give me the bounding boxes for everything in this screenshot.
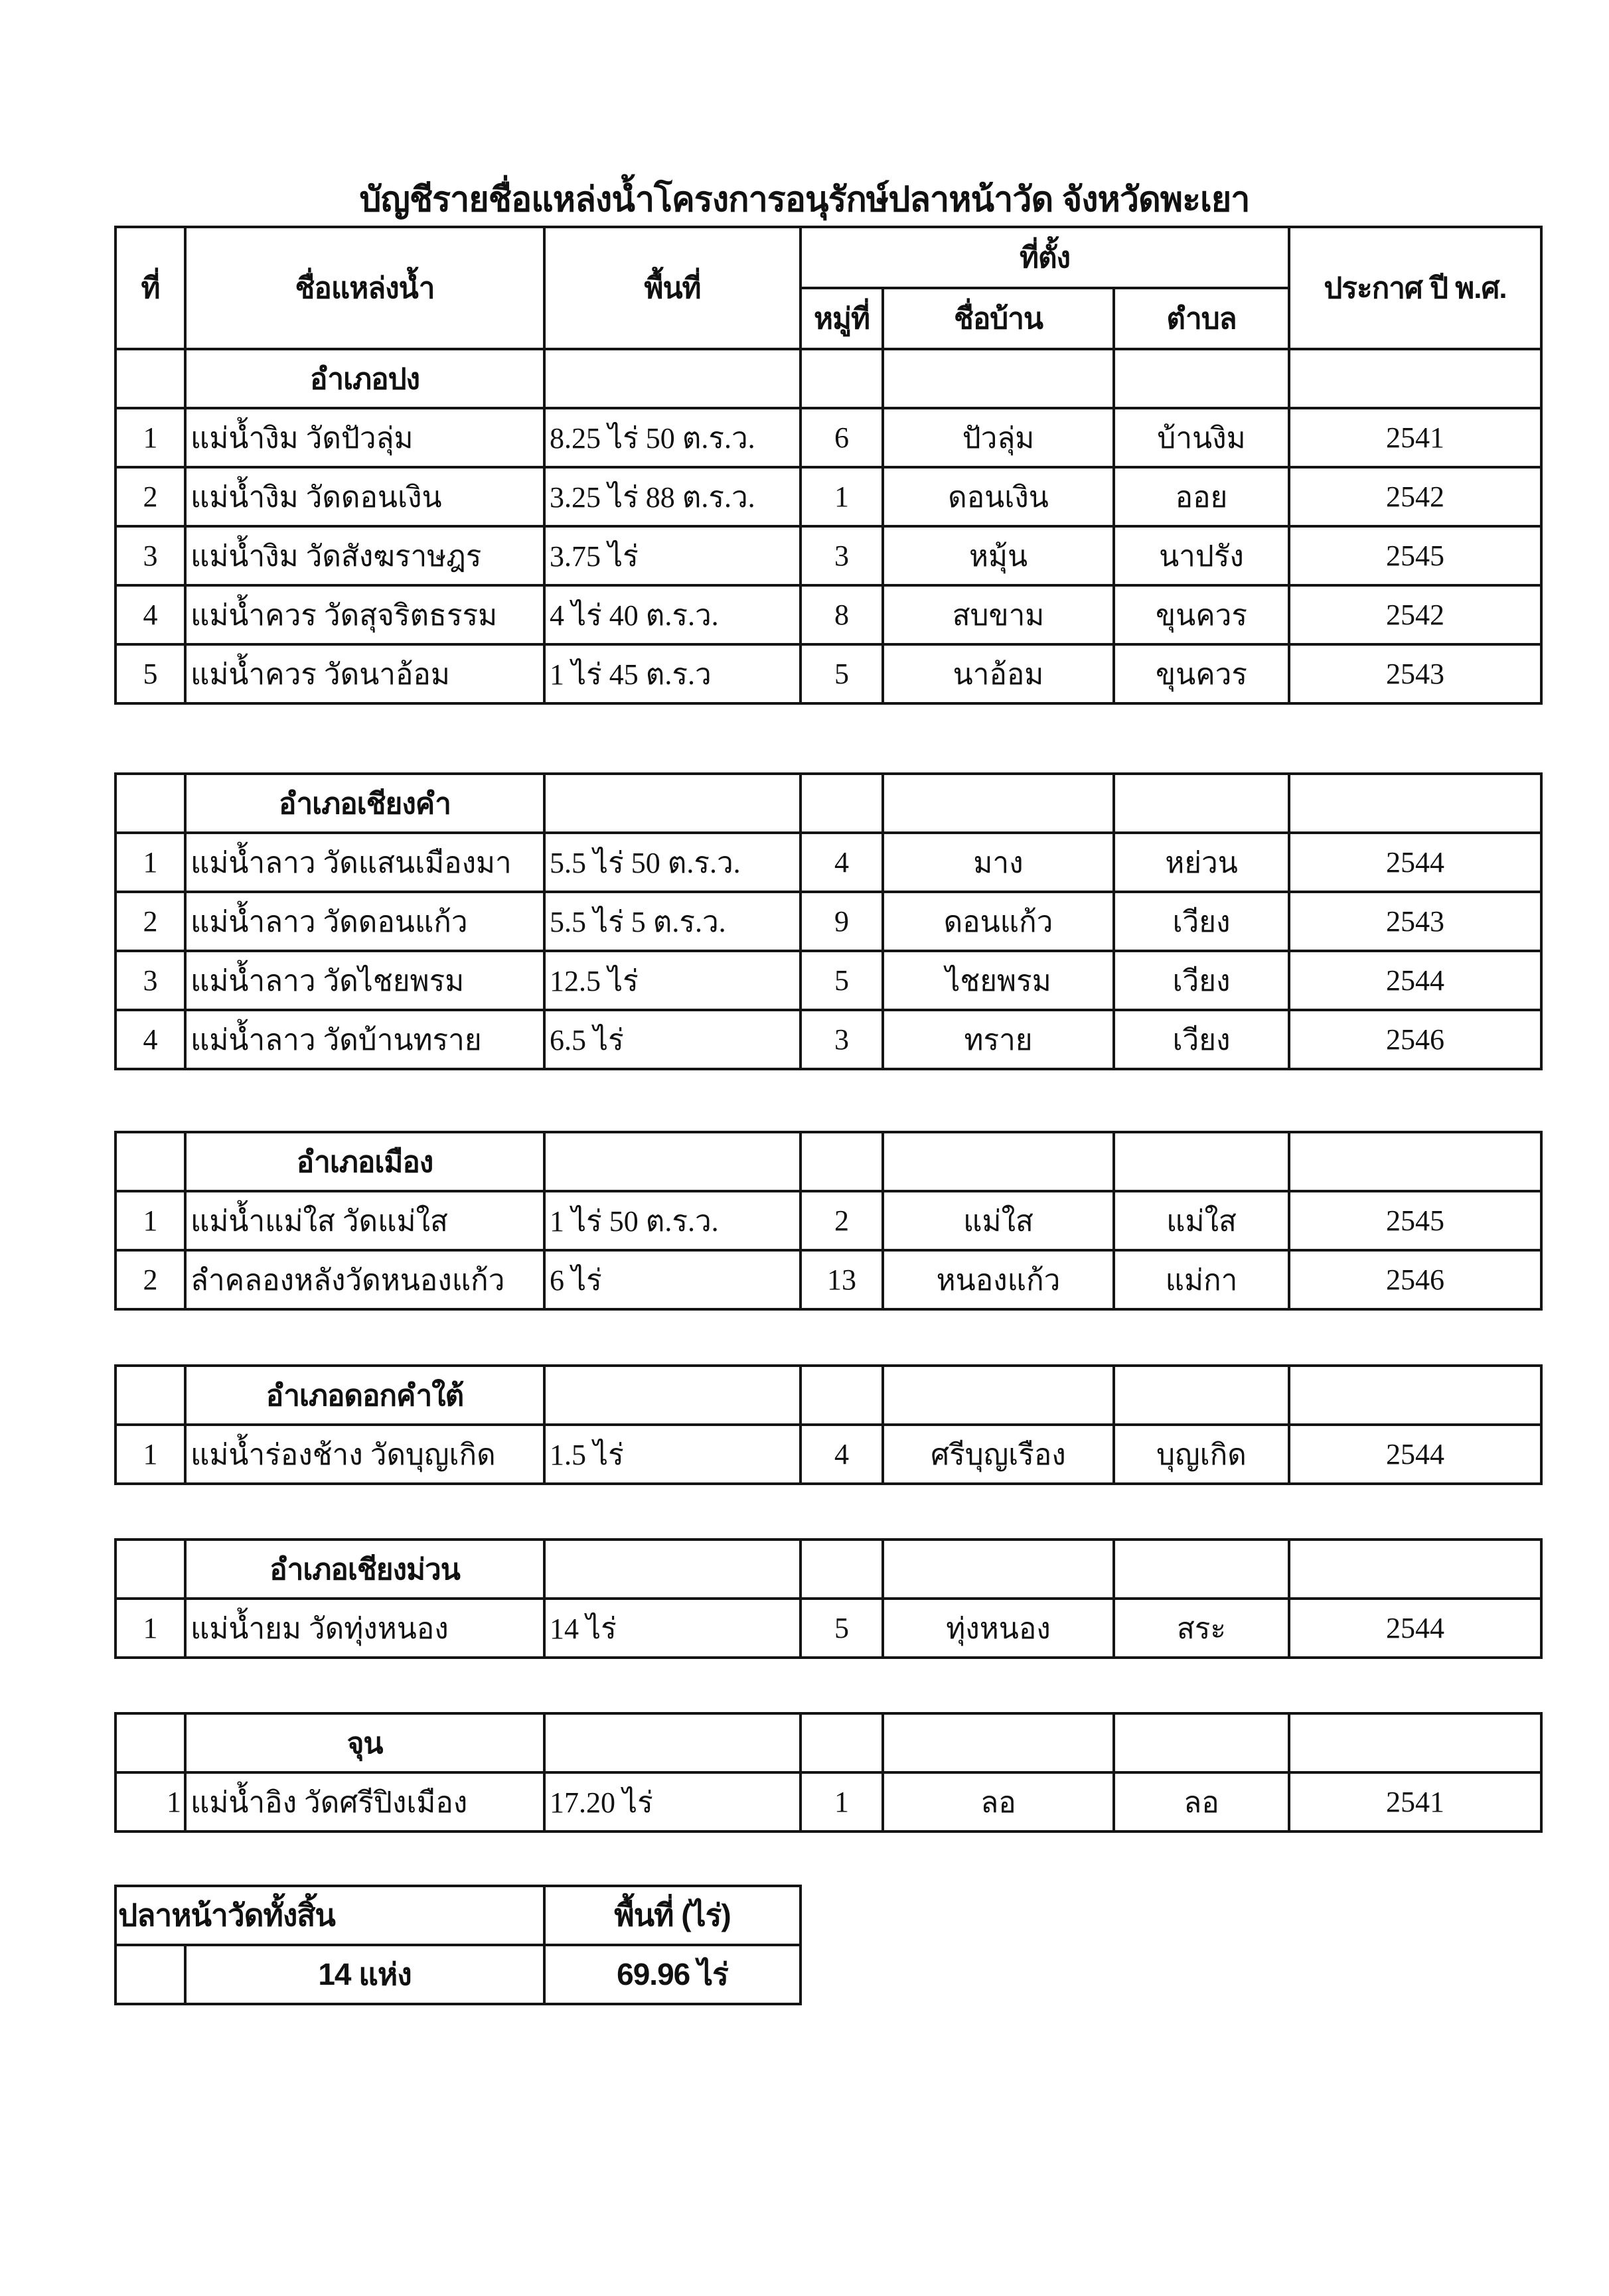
summary-empty-cell bbox=[115, 1945, 185, 2004]
village: แม่ใส bbox=[883, 1191, 1114, 1250]
village: ดอนเงิน bbox=[883, 467, 1114, 526]
announce-year: 2544 bbox=[1289, 1425, 1541, 1484]
table-district-chiangkham bbox=[114, 772, 1543, 1070]
empty-cell bbox=[801, 1713, 883, 1772]
district-name: จุน bbox=[185, 1713, 544, 1772]
moo: 1 bbox=[801, 1772, 883, 1831]
area: 3.25 ไร่ 88 ต.ร.ว. bbox=[544, 467, 801, 526]
row-no: 1 bbox=[115, 1772, 185, 1831]
summary-count: 14 แห่ง bbox=[185, 1945, 544, 2004]
header-area: พื้นที่ bbox=[544, 227, 801, 349]
tambon: ออย bbox=[1114, 467, 1289, 526]
table-row bbox=[115, 892, 1541, 951]
district-name: อำเภอเชียงม่วน bbox=[185, 1540, 544, 1599]
row-no: 1 bbox=[115, 1191, 185, 1250]
tambon: เวียง bbox=[1114, 951, 1289, 1010]
village: ไชยพรม bbox=[883, 951, 1114, 1010]
empty-cell bbox=[801, 1366, 883, 1425]
village: ทราย bbox=[883, 1010, 1114, 1069]
row-no: 4 bbox=[115, 585, 185, 644]
moo: 6 bbox=[801, 408, 883, 467]
empty-cell bbox=[115, 774, 185, 833]
summary-total-area: 69.96 ไร่ bbox=[544, 1945, 801, 2004]
summary-table bbox=[114, 1885, 802, 2005]
area: 8.25 ไร่ 50 ต.ร.ว. bbox=[544, 408, 801, 467]
tambon: ขุนควร bbox=[1114, 585, 1289, 644]
tambon: แม่ใส bbox=[1114, 1191, 1289, 1250]
village: นาอ้อม bbox=[883, 644, 1114, 703]
header-location: ที่ตั้ง bbox=[801, 227, 1289, 288]
table-row bbox=[115, 833, 1541, 892]
empty-cell bbox=[883, 774, 1114, 833]
announce-year: 2543 bbox=[1289, 892, 1541, 951]
row-no: 2 bbox=[115, 1250, 185, 1309]
header-row bbox=[115, 227, 1541, 288]
tambon: แม่กา bbox=[1114, 1250, 1289, 1309]
row-no: 1 bbox=[115, 408, 185, 467]
header-name: ชื่อแหล่งน้ำ bbox=[185, 227, 544, 349]
announce-year: 2542 bbox=[1289, 585, 1541, 644]
tambon: เวียง bbox=[1114, 892, 1289, 951]
water-source-name: แม่น้ำควร วัดนาอ้อม bbox=[185, 644, 544, 703]
empty-cell bbox=[1289, 349, 1541, 408]
table-district-chiangmuan bbox=[114, 1538, 1543, 1659]
row-no: 3 bbox=[115, 526, 185, 585]
village: ดอนแก้ว bbox=[883, 892, 1114, 951]
row-no: 1 bbox=[115, 833, 185, 892]
district-header-row bbox=[115, 774, 1541, 833]
table-row bbox=[115, 1191, 1541, 1250]
empty-cell bbox=[115, 1540, 185, 1599]
empty-cell bbox=[1114, 774, 1289, 833]
area: 5.5 ไร่ 5 ต.ร.ว. bbox=[544, 892, 801, 951]
area: 3.75 ไร่ bbox=[544, 526, 801, 585]
tambon: สระ bbox=[1114, 1599, 1289, 1658]
announce-year: 2541 bbox=[1289, 1772, 1541, 1831]
moo: 4 bbox=[801, 1425, 883, 1484]
empty-cell bbox=[883, 1366, 1114, 1425]
empty-cell bbox=[883, 1713, 1114, 1772]
moo: 1 bbox=[801, 467, 883, 526]
water-source-name: แม่น้ำงิม วัดสังฆราษฎร bbox=[185, 526, 544, 585]
table-row bbox=[115, 1250, 1541, 1309]
water-source-name: แม่น้ำลาว วัดไชยพรม bbox=[185, 951, 544, 1010]
area: 5.5 ไร่ 50 ต.ร.ว. bbox=[544, 833, 801, 892]
empty-cell bbox=[1289, 1713, 1541, 1772]
empty-cell bbox=[801, 1132, 883, 1191]
empty-cell bbox=[1289, 774, 1541, 833]
empty-cell bbox=[115, 349, 185, 408]
announce-year: 2543 bbox=[1289, 644, 1541, 703]
district-header-row bbox=[115, 349, 1541, 408]
moo: 2 bbox=[801, 1191, 883, 1250]
empty-cell bbox=[115, 1366, 185, 1425]
empty-cell bbox=[544, 1713, 801, 1772]
row-no: 3 bbox=[115, 951, 185, 1010]
announce-year: 2544 bbox=[1289, 833, 1541, 892]
village: หมุ้น bbox=[883, 526, 1114, 585]
water-source-name: แม่น้ำควร วัดสุจริตธรรม bbox=[185, 585, 544, 644]
document-title: บัญชีรายชื่อแหล่งน้ำโครงการอนุรักษ์ปลาหน้าวัด จังหวัดพะเยา bbox=[359, 180, 1250, 219]
moo: 9 bbox=[801, 892, 883, 951]
district-name: อำเภอเมือง bbox=[185, 1132, 544, 1191]
moo: 8 bbox=[801, 585, 883, 644]
summary-label: ปลาหน้าวัดทั้งสิ้น bbox=[115, 1886, 544, 1945]
empty-cell bbox=[883, 1540, 1114, 1599]
table-district-pong bbox=[114, 226, 1543, 705]
empty-cell bbox=[801, 774, 883, 833]
empty-cell bbox=[544, 1540, 801, 1599]
header-village: ชื่อบ้าน bbox=[883, 288, 1114, 349]
water-source-name: แม่น้ำงิม วัดปัวลุ่ม bbox=[185, 408, 544, 467]
summary-values-row bbox=[115, 1945, 801, 2004]
empty-cell bbox=[1114, 1366, 1289, 1425]
moo: 5 bbox=[801, 1599, 883, 1658]
empty-cell bbox=[544, 1132, 801, 1191]
moo: 13 bbox=[801, 1250, 883, 1309]
empty-cell bbox=[1289, 1366, 1541, 1425]
moo: 3 bbox=[801, 526, 883, 585]
announce-year: 2546 bbox=[1289, 1010, 1541, 1069]
announce-year: 2546 bbox=[1289, 1250, 1541, 1309]
table-row bbox=[115, 1772, 1541, 1831]
header-year: ประกาศ ปี พ.ศ. bbox=[1289, 227, 1541, 349]
district-header-row bbox=[115, 1713, 1541, 1772]
empty-cell bbox=[544, 349, 801, 408]
empty-cell bbox=[801, 1540, 883, 1599]
area: 1.5 ไร่ bbox=[544, 1425, 801, 1484]
water-source-name: แม่น้ำลาว วัดแสนเมืองมา bbox=[185, 833, 544, 892]
district-name: อำเภอดอกคำใต้ bbox=[185, 1366, 544, 1425]
announce-year: 2545 bbox=[1289, 1191, 1541, 1250]
water-source-name: แม่น้ำลาว วัดดอนแก้ว bbox=[185, 892, 544, 951]
table-district-mueang bbox=[114, 1131, 1543, 1311]
empty-cell bbox=[883, 1132, 1114, 1191]
table-row bbox=[115, 1425, 1541, 1484]
area: 1 ไร่ 50 ต.ร.ว. bbox=[544, 1191, 801, 1250]
water-source-name: แม่น้ำลาว วัดบ้านทราย bbox=[185, 1010, 544, 1069]
village: ทุ่งหนอง bbox=[883, 1599, 1114, 1658]
row-no: 2 bbox=[115, 467, 185, 526]
empty-cell bbox=[115, 1713, 185, 1772]
water-source-name: แม่น้ำอิง วัดศรีปิงเมือง bbox=[185, 1772, 544, 1831]
water-source-name: แม่น้ำร่องช้าง วัดบุญเกิด bbox=[185, 1425, 544, 1484]
area: 1 ไร่ 45 ต.ร.ว bbox=[544, 644, 801, 703]
table-row bbox=[115, 1599, 1541, 1658]
empty-cell bbox=[1114, 1713, 1289, 1772]
empty-cell bbox=[1114, 349, 1289, 408]
header-no: ที่ bbox=[115, 227, 185, 349]
tambon: นาปรัง bbox=[1114, 526, 1289, 585]
empty-cell bbox=[544, 774, 801, 833]
table-row bbox=[115, 644, 1541, 703]
village: ปัวลุ่ม bbox=[883, 408, 1114, 467]
moo: 5 bbox=[801, 644, 883, 703]
announce-year: 2544 bbox=[1289, 951, 1541, 1010]
table-row bbox=[115, 585, 1541, 644]
table-row bbox=[115, 1010, 1541, 1069]
district-name: อำเภอเชียงคำ bbox=[185, 774, 544, 833]
area: 6.5 ไร่ bbox=[544, 1010, 801, 1069]
village: สบขาม bbox=[883, 585, 1114, 644]
moo: 3 bbox=[801, 1010, 883, 1069]
water-source-name: แม่น้ำยม วัดทุ่งหนอง bbox=[185, 1599, 544, 1658]
table-row bbox=[115, 951, 1541, 1010]
table-row bbox=[115, 467, 1541, 526]
tambon: หย่วน bbox=[1114, 833, 1289, 892]
tambon: บุญเกิด bbox=[1114, 1425, 1289, 1484]
tambon: ลอ bbox=[1114, 1772, 1289, 1831]
tambon: เวียง bbox=[1114, 1010, 1289, 1069]
water-source-name: แม่น้ำแม่ใส วัดแม่ใส bbox=[185, 1191, 544, 1250]
village: ศรีบุญเรือง bbox=[883, 1425, 1114, 1484]
announce-year: 2542 bbox=[1289, 467, 1541, 526]
summary-header-row bbox=[115, 1886, 801, 1945]
empty-cell bbox=[883, 349, 1114, 408]
announce-year: 2544 bbox=[1289, 1599, 1541, 1658]
announce-year: 2545 bbox=[1289, 526, 1541, 585]
header-moo: หมู่ที่ bbox=[801, 288, 883, 349]
empty-cell bbox=[115, 1132, 185, 1191]
summary-area-header: พื้นที่ (ไร่) bbox=[544, 1886, 801, 1945]
moo: 5 bbox=[801, 951, 883, 1010]
water-source-name: ลำคลองหลังวัดหนองแก้ว bbox=[185, 1250, 544, 1309]
table-row bbox=[115, 526, 1541, 585]
header-tambon: ตำบล bbox=[1114, 288, 1289, 349]
tambon: บ้านงิม bbox=[1114, 408, 1289, 467]
area: 4 ไร่ 40 ต.ร.ว. bbox=[544, 585, 801, 644]
area: 14 ไร่ bbox=[544, 1599, 801, 1658]
district-header-row bbox=[115, 1132, 1541, 1191]
tambon: ขุนควร bbox=[1114, 644, 1289, 703]
moo: 4 bbox=[801, 833, 883, 892]
table-row bbox=[115, 408, 1541, 467]
table-district-chun bbox=[114, 1712, 1543, 1833]
row-no: 5 bbox=[115, 644, 185, 703]
area: 17.20 ไร่ bbox=[544, 1772, 801, 1831]
row-no: 1 bbox=[115, 1425, 185, 1484]
empty-cell bbox=[1289, 1540, 1541, 1599]
village: ลอ bbox=[883, 1772, 1114, 1831]
district-header-row bbox=[115, 1366, 1541, 1425]
row-no: 1 bbox=[115, 1599, 185, 1658]
district-name: อำเภอปง bbox=[185, 349, 544, 408]
row-no: 4 bbox=[115, 1010, 185, 1069]
row-no: 2 bbox=[115, 892, 185, 951]
announce-year: 2541 bbox=[1289, 408, 1541, 467]
empty-cell bbox=[1114, 1132, 1289, 1191]
empty-cell bbox=[801, 349, 883, 408]
empty-cell bbox=[544, 1366, 801, 1425]
empty-cell bbox=[1114, 1540, 1289, 1599]
village: หนองแก้ว bbox=[883, 1250, 1114, 1309]
water-source-name: แม่น้ำงิม วัดดอนเงิน bbox=[185, 467, 544, 526]
empty-cell bbox=[1289, 1132, 1541, 1191]
area: 12.5 ไร่ bbox=[544, 951, 801, 1010]
district-header-row bbox=[115, 1540, 1541, 1599]
table-district-dokkhamtai bbox=[114, 1364, 1543, 1485]
village: มาง bbox=[883, 833, 1114, 892]
area: 6 ไร่ bbox=[544, 1250, 801, 1309]
